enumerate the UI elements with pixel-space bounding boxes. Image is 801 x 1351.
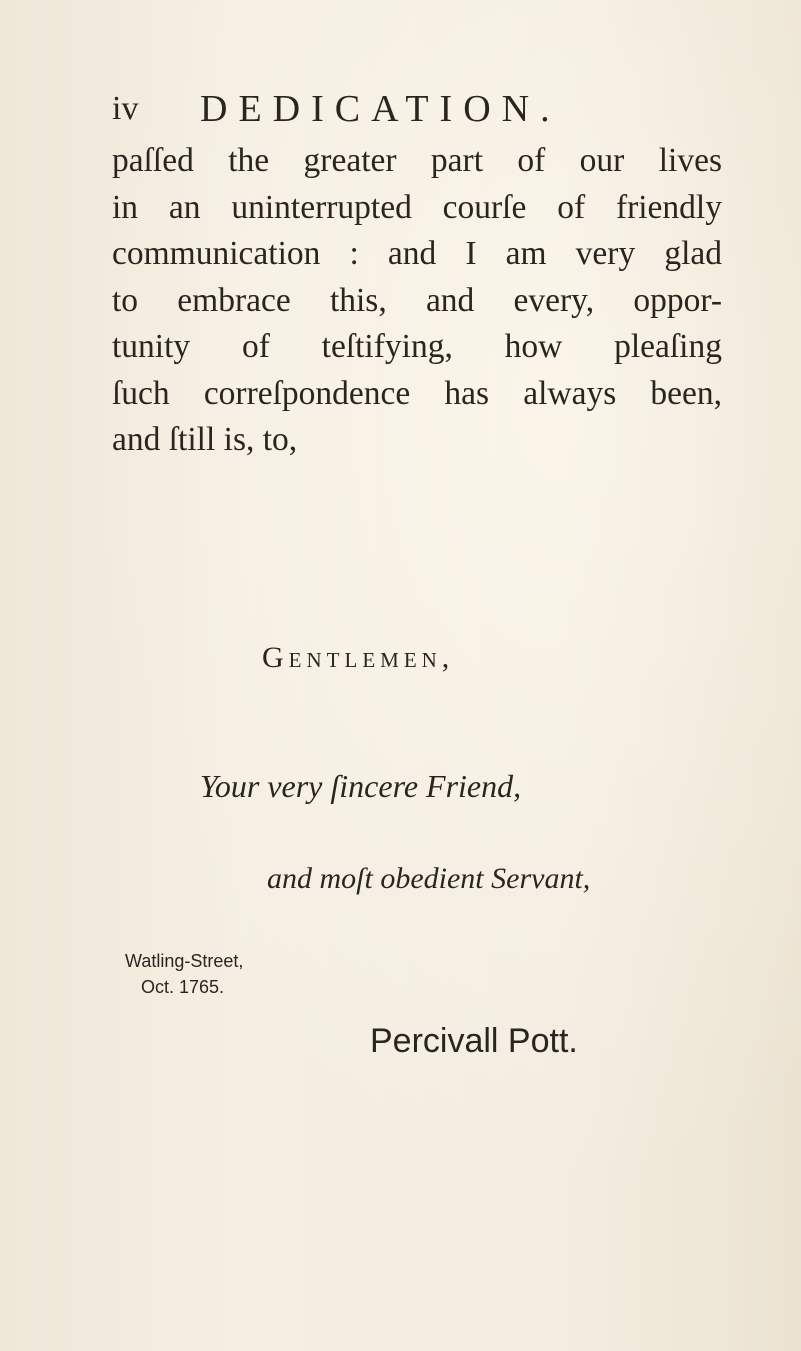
page-header — [112, 86, 712, 132]
body-line: to embrace this, and every, oppor- — [112, 281, 722, 319]
body-line: and ſtill is, to, — [112, 421, 298, 458]
body-line: in an uninterrupted courſe of friendly — [112, 188, 722, 226]
page-number: iv — [112, 90, 139, 127]
body-line: ſuch correſpondence has always been, — [112, 374, 722, 412]
body-line: tunity of teſtifying, how pleaſing — [112, 328, 722, 365]
closing-friend: Your very ſincere Friend, — [200, 768, 522, 804]
address-street: Watling-Street, — [125, 951, 244, 971]
address-block — [125, 948, 243, 1000]
dedication-body — [112, 138, 722, 464]
body-line: communication : and I am very glad — [112, 235, 722, 272]
closing-servant: and moſt obedient Servant, — [267, 862, 591, 895]
body-line: paſſed the greater part of our lives — [112, 142, 722, 179]
address-date: Oct. 1765. — [141, 977, 225, 997]
salutation: Gentlemen, — [262, 641, 455, 674]
running-title: DEDICATION. — [200, 88, 561, 130]
signature: Percivall Pott. — [370, 1022, 578, 1060]
